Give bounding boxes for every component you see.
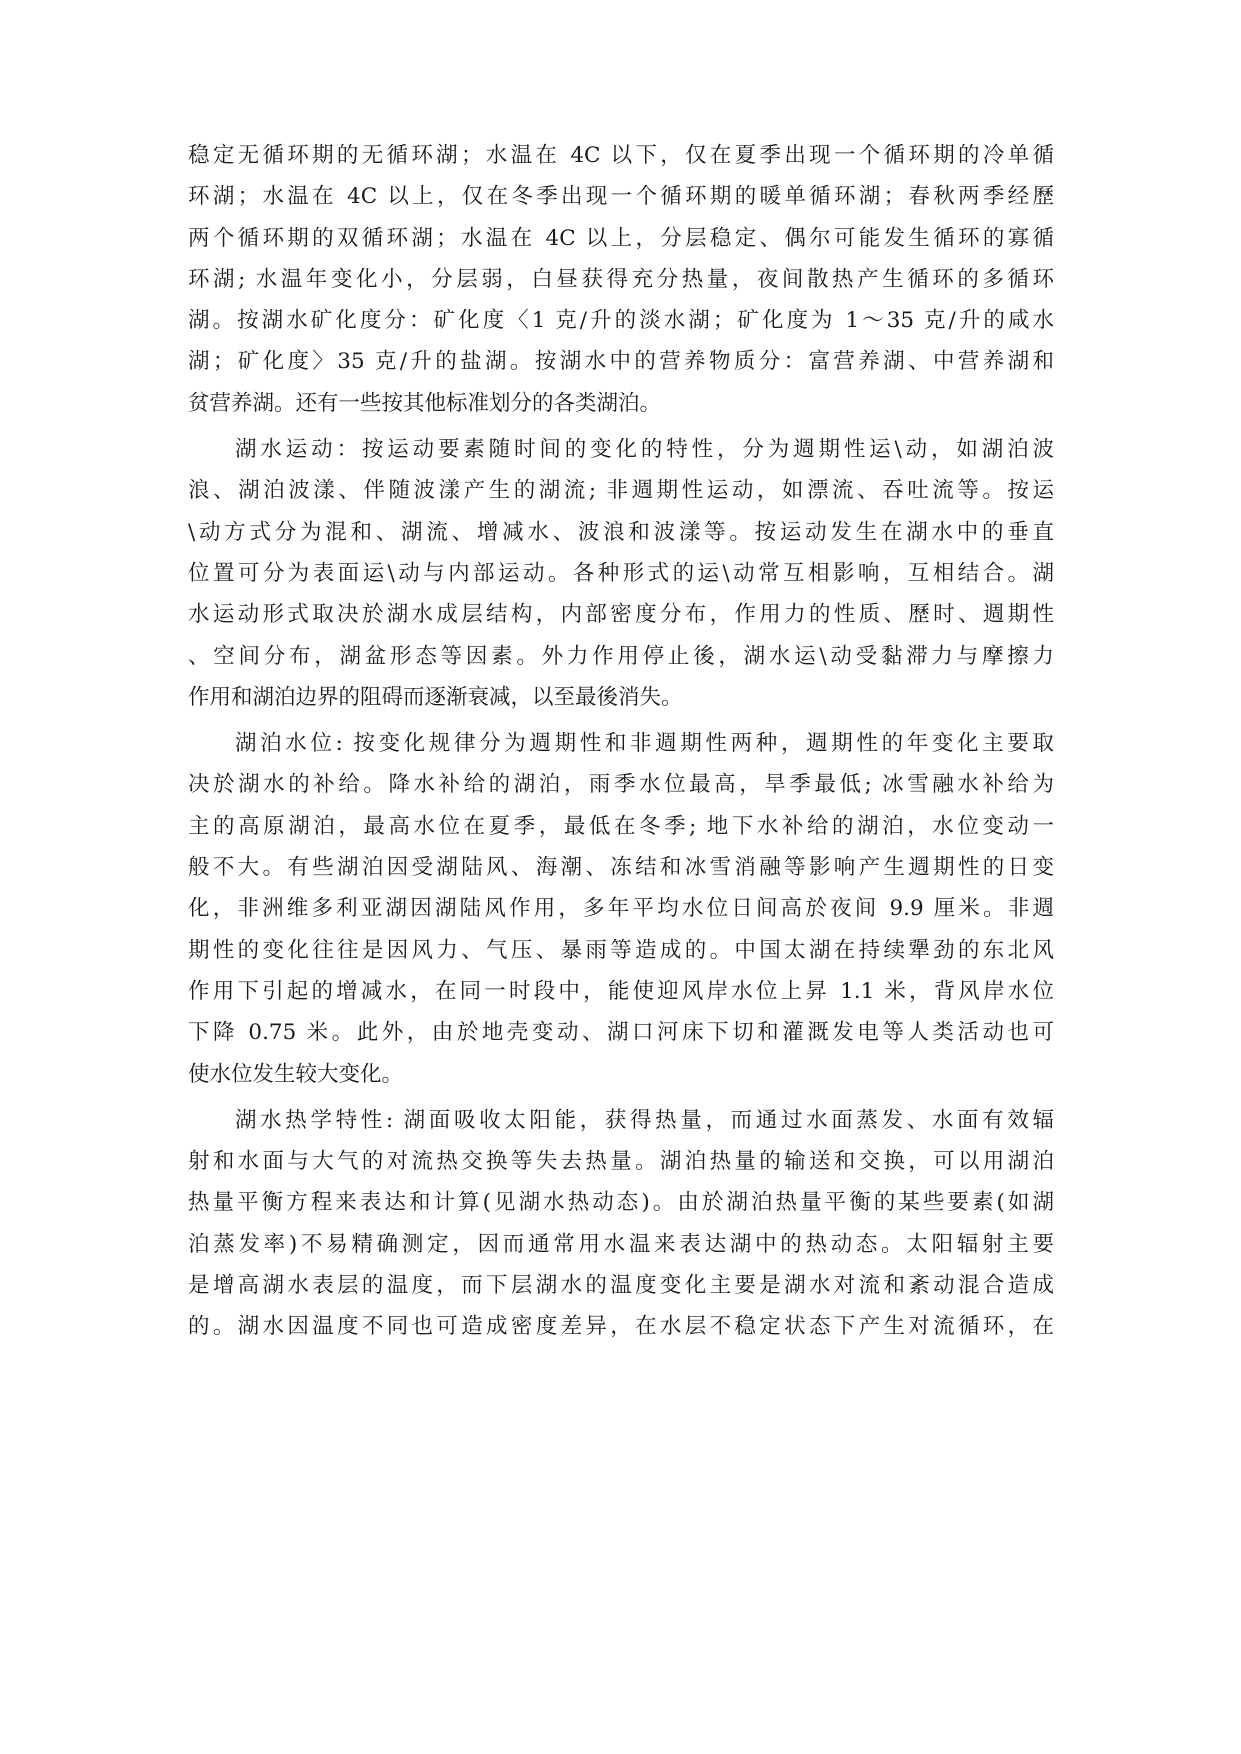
text-line: 热量平衡方程来表达和计算(见湖水热动态)。由於湖泊热量平衡的某些要素(如湖 <box>188 1190 1054 1216</box>
text-line: 射和水面与大气的对流热交换等失去热量。湖泊热量的输送和交换，可以用湖泊 <box>188 1149 1054 1175</box>
text-line: 期性的变化往往是因风力、气压、暴雨等造成的。中国太湖在持续犟劲的东北风 <box>188 937 1054 963</box>
text-line: 湖。按湖水矿化度分：矿化度〈1 克/升的淡水湖；矿化度为 1～35 克/升的咸水 <box>188 308 1054 334</box>
text-line: 使水位发生较大变化。 <box>188 1061 404 1087</box>
text-line: 浪、湖泊波漾、伴随波漾产生的湖流; 非週期性运动，如漂流、吞吐流等。按运 <box>188 478 1054 504</box>
text-line: 环湖; 水温年变化小，分层弱，白昼获得充分热量，夜间散热产生循环的多循环 <box>188 266 1054 292</box>
text-line: 下降 0.75 米。此外，由於地壳变动、湖口河床下切和灌溉发电等人类活动也可 <box>188 1020 1054 1046</box>
text-line: 湖水运动：按运动要素随时间的变化的特性，分为週期性运\动，如湖泊波 <box>235 437 1054 463</box>
text-line: 决於湖水的补给。降水补给的湖泊，雨季水位最高，旱季最低; 冰雪融水补给为 <box>188 772 1054 798</box>
text-line: 两个循环期的双循环湖；水温在 4C 以上，分层稳定、偶尔可能发生循环的寡循 <box>188 225 1054 251</box>
text-line: 湖；矿化度〉35 克/升的盐湖。按湖水中的营养物质分：富营养湖、中营养湖和 <box>188 349 1054 375</box>
text-line: 贫营养湖。还有一些按其他标准划分的各类湖泊。 <box>188 390 662 416</box>
text-line: 是增高湖水表层的温度，而下层湖水的温度变化主要是湖水对流和紊动混合造成 <box>188 1273 1054 1299</box>
text-line: 作用下引起的增减水，在同一时段中，能使迎风岸水位上昇 1.1 米，背风岸水位 <box>188 978 1054 1004</box>
body-text <box>188 135 1054 1348</box>
paragraph <box>188 135 1054 424</box>
text-line: 的。湖水因温度不同也可造成密度差异，在水层不稳定状态下产生对流循环，在 <box>188 1314 1054 1340</box>
text-line: 主的高原湖泊，最高水位在夏季，最低在冬季; 地下水补给的湖泊，水位变动一 <box>188 813 1054 839</box>
text-line: 化，非洲维多利亚湖因湖陆风作用，多年平均水位日间高於夜间 9.9 厘米。非週 <box>188 896 1054 922</box>
text-line: 泊蒸发率)不易精确测定，因而通常用水温来表达湖中的热动态。太阳辐射主要 <box>188 1231 1054 1257</box>
paragraph <box>188 723 1054 1095</box>
text-line: 、空间分布，湖盆形态等因素。外力作用停止後，湖水运\动受黏滞力与摩擦力 <box>188 643 1054 669</box>
text-line: 水运动形式取决於湖水成层结构，内部密度分布，作用力的性质、歷时、週期性 <box>188 602 1054 628</box>
text-line: 位置可分为表面运\动与内部运动。各种形式的运\动常互相影响，互相结合。湖 <box>188 560 1054 586</box>
text-line: 湖泊水位: 按变化规律分为週期性和非週期性两种，週期性的年变化主要取 <box>235 731 1054 757</box>
paragraph <box>188 429 1054 718</box>
paragraph <box>188 1100 1054 1348</box>
text-line: 环湖；水温在 4C 以上，仅在冬季出现一个循环期的暖单循环湖；春秋两季经歷 <box>188 184 1054 210</box>
text-line: \动方式分为混和、湖流、增减水、波浪和波漾等。按运动发生在湖水中的垂直 <box>188 519 1054 545</box>
text-line: 作用和湖泊边界的阻碍而逐渐衰减，以至最後消失。 <box>188 684 683 710</box>
text-line: 湖水热学特性: 湖面吸收太阳能，获得热量，而通过水面蒸发、水面有效辐 <box>235 1107 1054 1133</box>
text-line: 般不大。有些湖泊因受湖陆风、海潮、冻结和冰雪消融等影响产生週期性的日变 <box>188 855 1054 881</box>
text-line: 稳定无循环期的无循环湖；水温在 4C 以下，仅在夏季出现一个循环期的冷单循 <box>188 143 1054 168</box>
